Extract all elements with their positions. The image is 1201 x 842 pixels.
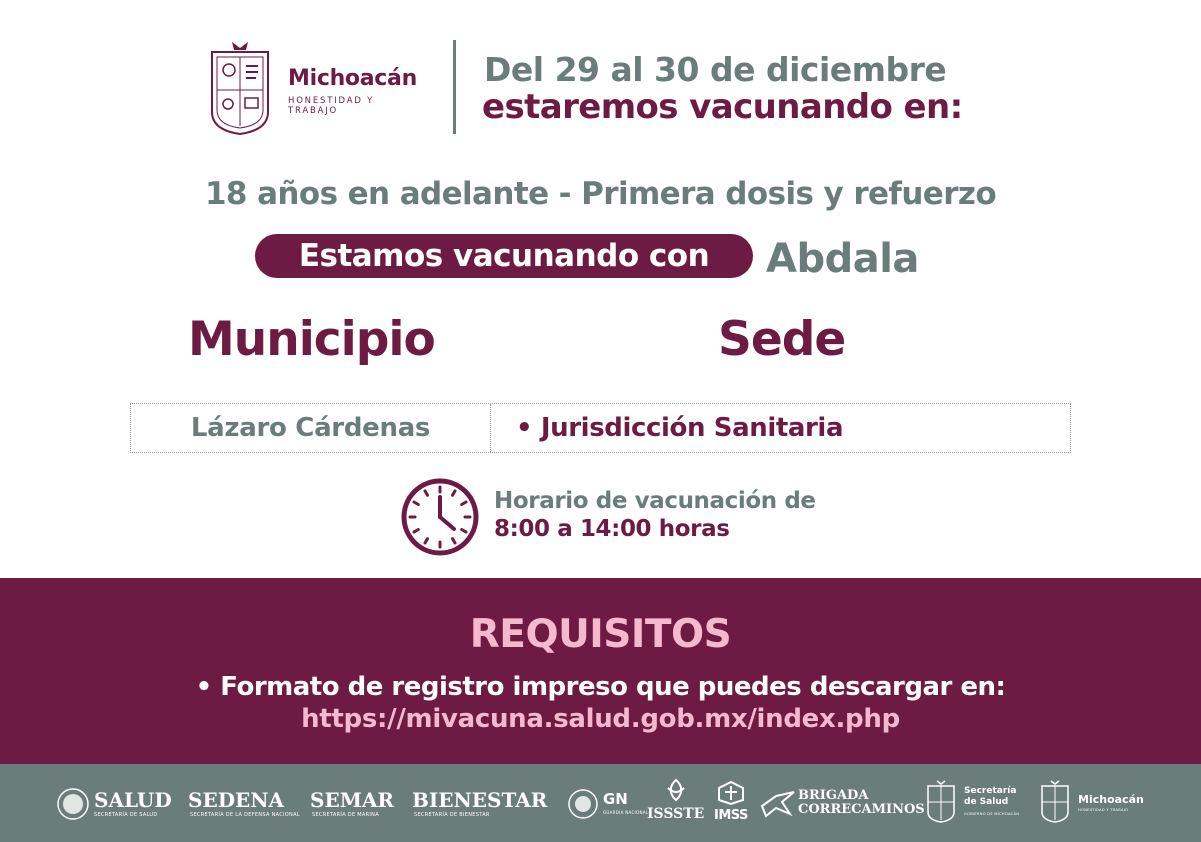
table-cell-sede: • Jurisdicción Sanitaria (516, 413, 844, 443)
column-header-sede: Sede (718, 312, 846, 367)
requirements-title: REQUISITOS (469, 612, 732, 657)
footer-logos (0, 764, 1201, 842)
schedule-hours: 8:00 a 14:00 horas (494, 516, 730, 542)
coat-of-arms-small-icon (926, 780, 956, 824)
column-header-municipio: Municipio (188, 312, 435, 367)
table-cell-municipio: Lázaro Cárdenas (190, 413, 431, 443)
location-table (130, 403, 1071, 453)
logo-sedena: SEDENA SECRETARÍA DE LA DEFENSA NACIONAL (188, 788, 300, 818)
clock-icon (400, 477, 480, 557)
michoacan-logo (208, 38, 428, 138)
logo-imss: IMSS (712, 764, 752, 842)
header-divider (453, 40, 456, 134)
imss-emblem-icon (716, 780, 746, 806)
vaccination-heading: estaremos vacunando en: (482, 87, 963, 127)
guardia-seal-icon (567, 788, 599, 820)
logo-michoacan-footer: Michoacán HONESTIDAD Y TRABAJO (1040, 764, 1150, 842)
header (0, 0, 1201, 160)
registration-link[interactable]: https://mivacuna.salud.gob.mx/index.php (301, 704, 900, 734)
logo-issste: ISSSTE (645, 764, 705, 842)
requirements-section (0, 578, 1201, 764)
vaccine-label-pill: Estamos vacunando con (255, 234, 753, 278)
logo-secretaria-salud-michoacan: Secretaría de Salud GOBIERNO DE MICHOACÁN (926, 764, 1032, 842)
coat-of-arms-icon (208, 38, 272, 136)
roadrunner-icon (760, 786, 796, 820)
coat-of-arms-small-icon (1040, 780, 1070, 824)
vaccine-name: Abdala (766, 236, 919, 282)
logo-brigada-correcaminos: BRIGADA CORRECAMINOS (760, 764, 920, 842)
logo-guardia-nacional: GN GUARDIA NACIONAL (567, 764, 635, 842)
eagle-seal-icon (56, 787, 90, 821)
brand-name: Michoacán (288, 66, 417, 91)
logo-semar: SEMAR SECRETARÍA DE MARINA (310, 788, 394, 818)
table-column-divider (490, 404, 491, 452)
logo-salud: SALUD SECRETARÍA DE SALUD (56, 764, 180, 842)
brand-tagline: HONESTIDAD Y TRABAJO (288, 96, 375, 116)
requirement-item: • Formato de registro impreso que puedes descargar en: (195, 672, 1006, 702)
issste-emblem-icon (665, 778, 687, 802)
audience-line: 18 años en adelante - Primera dosis y refuerzo (204, 176, 997, 212)
schedule-label: Horario de vacunación de (494, 488, 816, 514)
date-range: Del 29 al 30 de diciembre (484, 50, 947, 89)
logo-bienestar: BIENESTAR SECRETARÍA DE BIENESTAR (412, 788, 548, 818)
